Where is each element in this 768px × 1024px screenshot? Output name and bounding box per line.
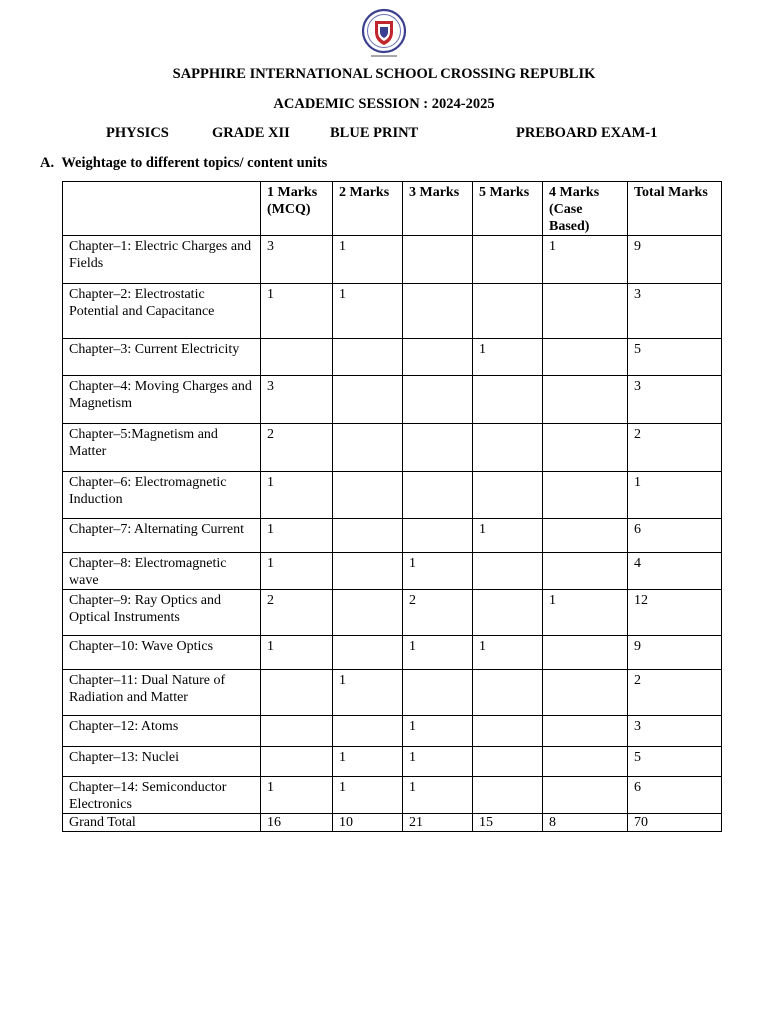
section-a-marker: A. <box>40 155 55 171</box>
academic-session: ACADEMIC SESSION : 2024-2025 <box>273 96 495 112</box>
grand-total-1-mark: 16 <box>261 814 333 832</box>
table-row <box>63 777 722 814</box>
grand-total-row <box>63 814 722 832</box>
table-row <box>63 590 722 636</box>
school-logo <box>361 8 407 60</box>
cell-5-marks: 1 <box>473 636 543 670</box>
cell-3-marks <box>403 519 473 553</box>
cell-5-marks <box>473 284 543 339</box>
cell-5-marks <box>473 670 543 716</box>
cell-3-marks <box>403 376 473 424</box>
cell-total: 5 <box>628 339 722 376</box>
cell-2-marks: 1 <box>333 747 403 777</box>
cell-1-mark <box>261 716 333 747</box>
cell-1-mark: 1 <box>261 519 333 553</box>
cell-5-marks <box>473 553 543 590</box>
cell-4-marks <box>543 747 628 777</box>
cell-4-marks <box>543 519 628 553</box>
col-header-total: Total Marks <box>628 182 722 236</box>
chapter-cell: Chapter–7: Alternating Current <box>63 519 261 553</box>
cell-total: 3 <box>628 376 722 424</box>
col-header-1-mark: 1 Marks (MCQ) <box>261 182 333 236</box>
cell-3-marks <box>403 284 473 339</box>
cell-4-marks <box>543 636 628 670</box>
grand-total-3-marks: 21 <box>403 814 473 832</box>
cell-2-marks <box>333 424 403 472</box>
cell-3-marks: 1 <box>403 716 473 747</box>
cell-3-marks <box>403 472 473 519</box>
cell-total: 1 <box>628 472 722 519</box>
cell-4-marks <box>543 376 628 424</box>
table-row <box>63 236 722 284</box>
cell-3-marks <box>403 424 473 472</box>
cell-2-marks <box>333 553 403 590</box>
table-row <box>63 284 722 339</box>
cell-2-marks <box>333 376 403 424</box>
cell-4-marks <box>543 472 628 519</box>
cell-1-mark <box>261 339 333 376</box>
cell-1-mark: 3 <box>261 376 333 424</box>
cell-2-marks <box>333 636 403 670</box>
table-row <box>63 636 722 670</box>
table-row <box>63 424 722 472</box>
cell-1-mark <box>261 670 333 716</box>
table-row <box>63 716 722 747</box>
section-a-title: Weightage to different topics/ content units <box>61 155 328 171</box>
chapter-cell: Chapter–10: Wave Optics <box>63 636 261 670</box>
cell-total: 6 <box>628 519 722 553</box>
cell-total: 5 <box>628 747 722 777</box>
cell-3-marks: 2 <box>403 590 473 636</box>
cell-2-marks <box>333 519 403 553</box>
grand-total-total: 70 <box>628 814 722 832</box>
chapter-cell: Chapter–8: Electromagnetic wave <box>63 553 261 590</box>
cell-4-marks <box>543 553 628 590</box>
cell-total: 3 <box>628 716 722 747</box>
col-header-chapter <box>63 182 261 236</box>
cell-1-mark: 1 <box>261 472 333 519</box>
cell-2-marks <box>333 716 403 747</box>
cell-total: 12 <box>628 590 722 636</box>
chapter-cell: Chapter–5:Magnetism and Matter <box>63 424 261 472</box>
cell-4-marks: 1 <box>543 590 628 636</box>
cell-total: 3 <box>628 284 722 339</box>
cell-4-marks <box>543 777 628 814</box>
chapter-cell: Chapter–1: Electric Charges and Fields <box>63 236 261 284</box>
cell-2-marks: 1 <box>333 284 403 339</box>
cell-5-marks <box>473 472 543 519</box>
cell-5-marks <box>473 236 543 284</box>
chapter-cell: Chapter–4: Moving Charges and Magnetism <box>63 376 261 424</box>
chapter-cell: Chapter–11: Dual Nature of Radiation and Matter <box>63 670 261 716</box>
weightage-table <box>62 181 722 832</box>
cell-4-marks <box>543 424 628 472</box>
cell-3-marks: 1 <box>403 636 473 670</box>
cell-1-mark: 1 <box>261 777 333 814</box>
chapter-cell: Chapter–3: Current Electricity <box>63 339 261 376</box>
chapter-cell: Chapter–14: Semiconductor Electronics <box>63 777 261 814</box>
cell-4-marks <box>543 670 628 716</box>
chapter-cell: Chapter–2: Electrostatic Potential and Capacitance <box>63 284 261 339</box>
cell-3-marks: 1 <box>403 777 473 814</box>
cell-5-marks: 1 <box>473 519 543 553</box>
cell-5-marks: 1 <box>473 339 543 376</box>
chapter-cell: Chapter–9: Ray Optics and Optical Instruments <box>63 590 261 636</box>
col-header-3-marks: 3 Marks <box>403 182 473 236</box>
cell-5-marks <box>473 777 543 814</box>
table-row <box>63 376 722 424</box>
cell-2-marks: 1 <box>333 777 403 814</box>
cell-total: 4 <box>628 553 722 590</box>
table-row <box>63 747 722 777</box>
cell-3-marks: 1 <box>403 553 473 590</box>
cell-1-mark: 1 <box>261 553 333 590</box>
cell-total: 9 <box>628 636 722 670</box>
subject-label: PHYSICS <box>106 125 169 141</box>
cell-total: 9 <box>628 236 722 284</box>
cell-4-marks <box>543 339 628 376</box>
table-row <box>63 339 722 376</box>
chapter-cell: Chapter–6: Electromagnetic Induction <box>63 472 261 519</box>
cell-total: 6 <box>628 777 722 814</box>
cell-3-marks <box>403 670 473 716</box>
cell-total: 2 <box>628 670 722 716</box>
cell-2-marks: 1 <box>333 670 403 716</box>
table-row <box>63 519 722 553</box>
table-row <box>63 553 722 590</box>
doc-type-label: BLUE PRINT <box>330 125 419 141</box>
cell-1-mark: 1 <box>261 636 333 670</box>
col-header-4-marks: 4 Marks (Case Based) <box>543 182 628 236</box>
cell-5-marks <box>473 716 543 747</box>
col-header-5-marks: 5 Marks <box>473 182 543 236</box>
cell-4-marks <box>543 716 628 747</box>
table-row <box>63 472 722 519</box>
cell-2-marks: 1 <box>333 236 403 284</box>
cell-2-marks <box>333 590 403 636</box>
section-a-heading <box>40 155 327 172</box>
cell-3-marks <box>403 339 473 376</box>
cell-1-mark: 2 <box>261 590 333 636</box>
cell-1-mark <box>261 747 333 777</box>
cell-2-marks <box>333 472 403 519</box>
cell-3-marks: 1 <box>403 747 473 777</box>
chapter-cell: Chapter–12: Atoms <box>63 716 261 747</box>
cell-5-marks <box>473 590 543 636</box>
cell-3-marks <box>403 236 473 284</box>
cell-5-marks <box>473 747 543 777</box>
cell-5-marks <box>473 424 543 472</box>
grand-total-label: Grand Total <box>63 814 261 832</box>
chapter-cell: Chapter–13: Nuclei <box>63 747 261 777</box>
cell-4-marks <box>543 284 628 339</box>
cell-5-marks <box>473 376 543 424</box>
table-row <box>63 670 722 716</box>
grand-total-2-marks: 10 <box>333 814 403 832</box>
header-row <box>63 182 722 236</box>
grand-total-4-marks: 8 <box>543 814 628 832</box>
cell-1-mark: 1 <box>261 284 333 339</box>
cell-1-mark: 3 <box>261 236 333 284</box>
cell-total: 2 <box>628 424 722 472</box>
cell-1-mark: 2 <box>261 424 333 472</box>
grand-total-5-marks: 15 <box>473 814 543 832</box>
cell-4-marks: 1 <box>543 236 628 284</box>
col-header-2-marks: 2 Marks <box>333 182 403 236</box>
school-name: SAPPHIRE INTERNATIONAL SCHOOL CROSSING REPUBLIK <box>172 66 596 82</box>
grade-label: GRADE XII <box>212 125 290 141</box>
exam-label: PREBOARD EXAM-1 <box>516 125 658 141</box>
cell-2-marks <box>333 339 403 376</box>
